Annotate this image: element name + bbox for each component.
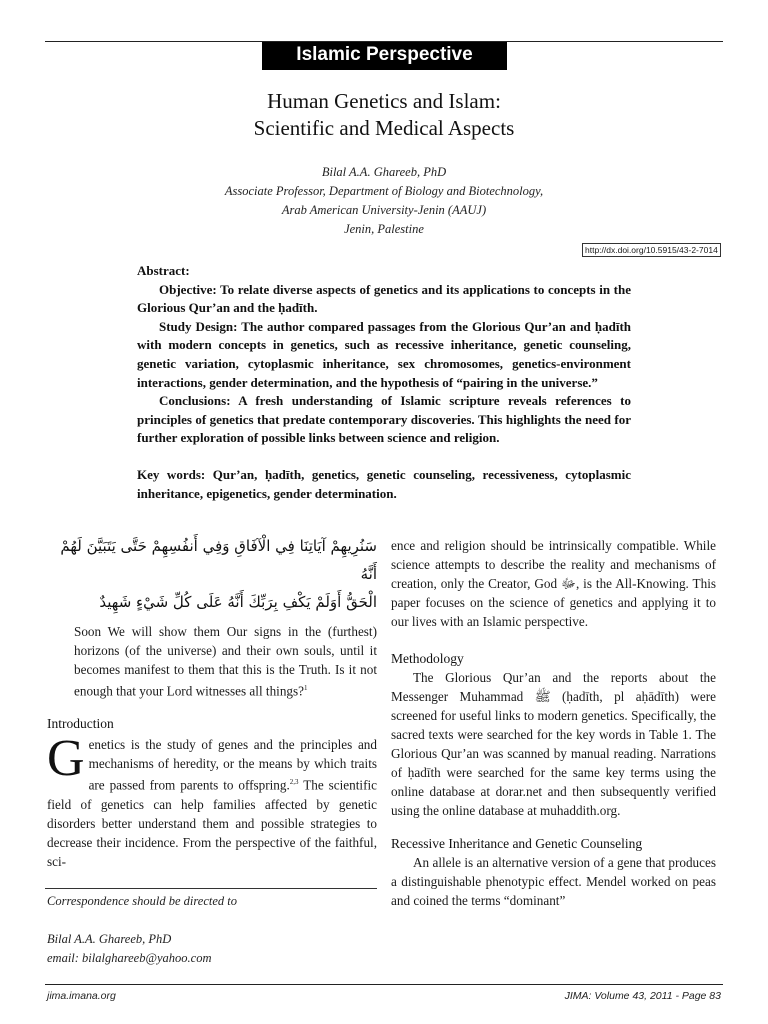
bottom-rule — [45, 984, 723, 985]
abstract-keywords: Key words: Qur’an, ḥadīth, genetics, genetic counseling, recessiveness, cytoplasmic inheritance, epigenetics, gender determination. — [137, 466, 631, 501]
methodology-text: The Glorious Qur’an and the reports about the Messenger Muhammad ﷺ (ḥadīth, pl aḥādīth) were screened for useful links to modern genetics. Specifically, the sacred texts were searched for the key words in Table 1. The Glorious Qur’an was scanned by manual reading. Narrations of ḥadīth were searched for the same key terms using the online database at dorar.net and then subsequently verified using the online database at muhaddith.org. — [391, 670, 716, 818]
author-block — [0, 163, 768, 239]
abstract-objective: Objective: To relate diverse aspects of genetics and its applications to concepts in the Glorious Qur’an and the ḥadīth. — [137, 281, 631, 316]
verse-translation-text: Soon We will show them Our signs in the (furthest) horizons (of the universe) and their own souls, until it becomes manifest to them that this is the Truth. Is it not enough that your Lord witnesses all things? — [74, 624, 377, 699]
article-title-line2: Scientific and Medical Aspects — [253, 116, 515, 140]
right-column — [391, 536, 716, 910]
affiliation-line3: Jenin, Palestine — [344, 222, 424, 236]
verse-ref: 1 — [304, 684, 308, 692]
section-badge: Islamic Perspective — [262, 42, 507, 70]
introduction-text-a: enetics is the study of genes and the principles and mechanisms of heredity, or the means by which traits are passed from parents to offspring. — [88, 737, 377, 793]
correspondence-rule — [45, 888, 377, 889]
abstract-conclusions: Conclusions: A fresh understanding of Islamic scripture reveals references to principles of genetics that predate contemporary discoveries. This highlights the need for further exploration of possible links between science and religion. — [137, 393, 631, 446]
abstract-block — [137, 262, 631, 503]
arabic-line1: سَنُرِيهِمْ آيَاتِنَا فِي الْآفَاقِ وَفِي أَنفُسِهِمْ حَتَّى يَتَبَيَّنَ لَهُمْ أَنَّهُ — [60, 537, 377, 583]
recessive-heading: Recessive Inheritance and Genetic Counseling — [391, 836, 643, 851]
left-column — [47, 532, 377, 871]
introduction-continued: ence and religion should be intrinsically compatible. While science attempts to describe the reality and mechanisms of creation, only the Creator, God ﷻ, is the All-Knowing. This paper focuses on the science of genetics and applying it to our lives with an Islamic perspective. — [391, 538, 717, 629]
methodology-heading: Methodology — [391, 651, 464, 666]
correspondence-label: Correspondence should be directed to — [47, 894, 238, 908]
article-title-line1: Human Genetics and Islam: — [267, 89, 501, 113]
correspondence-email[interactable]: email: bilalghareeb@yahoo.com — [47, 951, 212, 965]
footer-website[interactable]: jima.imana.org — [47, 990, 116, 1002]
doi-link[interactable]: http://dx.doi.org/10.5915/43-2-7014 — [582, 243, 721, 257]
introduction-ref: 2,3 — [289, 778, 299, 787]
recessive-text: An allele is an alternative version of a gene that produces a distinguishable phenotypic effect. Mendel worked on peas and coined the terms “dominant” — [391, 855, 716, 908]
affiliation-line1: Associate Professor, Department of Biology and Biotechnology, — [224, 184, 544, 198]
abstract-heading: Abstract: — [137, 263, 190, 278]
affiliation-line2: Arab American University-Jenin (AAUJ) — [281, 203, 487, 217]
arabic-line2: الْحَقُّ أَوَلَمْ يَكْفِ بِرَبِّكَ أَنَّهُ عَلَى كُلِّ شَيْءٍ شَهِيدٌ — [99, 593, 377, 611]
correspondence-spacer — [47, 911, 377, 930]
drop-cap: G — [47, 730, 85, 788]
abstract-study-design: Study Design: The author compared passages from the Glorious Qur’an and ḥadīth with modern concepts in genetics, such as recessive inheritance, genetic counseling, genetic variation, cytoplasmic inheritance, sex chromosomes, genetics-environment interactions, gender determination, and the hypothesis of “pairing in the universe.” — [137, 318, 631, 390]
introduction-text-b: The scientific field of genetics can help families affected by genetic disorders better understand them and possible strategies to decrease their incidence. From the perspective of the faithful, sci- — [47, 777, 377, 869]
verse-translation — [74, 622, 377, 700]
correspondence-block — [47, 892, 377, 968]
footer-page-info: JIMA: Volume 43, 2011 - Page 83 — [564, 990, 721, 1002]
introduction-heading: Introduction — [47, 716, 114, 732]
introduction-paragraph — [47, 730, 377, 870]
quran-verse-arabic — [47, 532, 377, 616]
correspondence-name: Bilal A.A. Ghareeb, PhD — [47, 932, 172, 946]
author-name: Bilal A.A. Ghareeb, PhD — [321, 165, 447, 179]
